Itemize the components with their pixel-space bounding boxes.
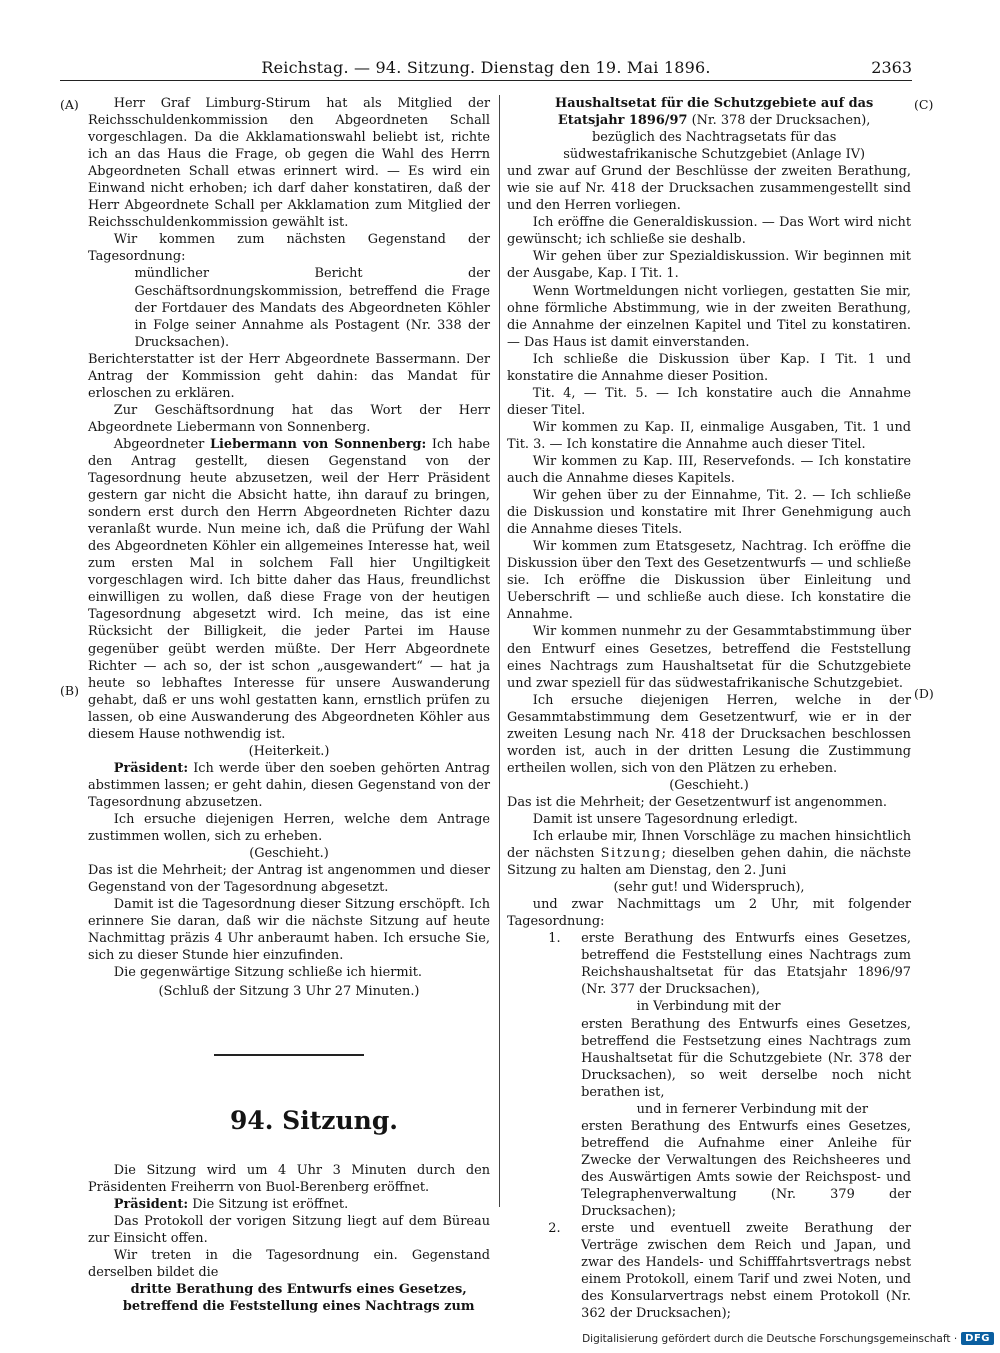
margin-marker-b: (B) xyxy=(60,683,79,698)
digitization-credit xyxy=(582,1332,994,1345)
running-title: Reichstag. — 94. Sitzung. Dienstag den 19. Mai 1896. xyxy=(261,58,711,77)
speech-text: Ich habe den Antrag gestellt, diesen Gegenstand von der Tagesordnung heute abzusetzen, weil der Herr Präsident gestern gar nicht die Absicht hatte, ihn darauf zu bringen, sondern erst durch den Herrn Abgeordneten Richter dazu veranlaßt wurde. Nun meine ich, daß die Prüfung der Wahl des Abgeordneten Köhler ein allgemeines Interesse hat, weil zum ersten Mal in solchem Fall hier Ungiltigkeit vorgeschlagen wird. Ich bitte daher das Haus, freundlichst einwilligen zu wollen, daß diese Frage von der heutigen Tagesordnung abgesetzt wird. Ich meine, das ist eine Rücksicht der Billigkeit, die jeder Partei im Hause gegenüber geübt werden müßte. Der Herr Abgeordnete Richter — ach so, der ist schon „ausgewandert“ — hat ja heute so lebhaftes Interesse für unsere Auswanderung gehabt, daß er uns wohl gestatten kann, ernstlich prüfen zu lassen, ob eine Auswanderung des Abgeordneten Köhler aus diesem Hause nothwendig ist. xyxy=(88,436,490,742)
stage-direction: (Geschieht.) xyxy=(249,846,329,862)
paragraph: Wir kommen zu Kap. III, Reservefonds. — Ich konstatire auch die Annahme dieses Kapitels. xyxy=(507,453,911,487)
paragraph: Berichterstatter ist der Herr Abgeordnete Bassermann. Der Antrag der Kommission geht dahin: das Mandat für erloschen zu erklären. xyxy=(88,351,490,401)
item-connector: und in fernerer Verbindung mit der xyxy=(636,1101,869,1117)
speech-paragraph xyxy=(88,760,490,811)
speech-text: Die Sitzung ist eröffnet. xyxy=(192,1197,349,1213)
margin-marker-a: (A) xyxy=(60,97,79,112)
margin-marker-d: (D) xyxy=(914,686,934,701)
item-number: 1. xyxy=(548,931,561,947)
page-number: 2363 xyxy=(871,58,912,77)
paragraph: Ich ersuche diejenigen Herren, welche dem Antrage zustimmen wollen, sich zu erheben. xyxy=(88,811,490,845)
paragraph: Wir kommen nunmehr zu der Gesammtabstimmung über den Entwurf eines Gesetzes, betreffend die Feststellung eines Nachtrags zum Haushaltsetat für die Schutzgebiete und zwar speziell für das südwestafrikanische Schutzgebiet. xyxy=(507,624,911,691)
margin-marker-c: (C) xyxy=(914,97,934,112)
paragraph: Wir gehen über zu der Einnahme, Tit. 2. — Ich schließe die Diskussion und konstatire mit Ihrer Genehmigung auch die Annahme dieses Titels. xyxy=(507,488,911,538)
paragraph: Wir treten in die Tagesordnung ein. Gegenstand derselben bildet die xyxy=(88,1248,490,1281)
speaker-name: Präsident: xyxy=(113,1197,189,1213)
section-heading: 94. Sitzung. xyxy=(229,1106,399,1136)
paragraph: Tit. 4, — Tit. 5. — Ich konstatire auch die Annahme dieser Titel. xyxy=(507,385,911,418)
paragraph: Ich ersuche diejenigen Herren, welche in der Gesammtabstimmung dem Gesetzentwurf, wie er in der zweiten Lesung nach Nr. 418 der Drucksachen beschlossen worden ist, auch in der dritten Lesung die Zustimmung ertheilen wollen, sich von den Plätzen zu erheben. xyxy=(507,692,911,776)
text-run: Ich erlaube mir, Ihnen Vorschläge zu machen hinsichtlich der nächsten xyxy=(507,829,911,862)
text-run: ; dieselben gehen dahin, die nächste Sitzung zu halten am Dienstag, den 2. Juni xyxy=(507,846,911,879)
speech-paragraph xyxy=(88,436,490,743)
paragraph: und zwar Nachmittags um 2 Uhr, mit folgender Tagesordnung: xyxy=(507,897,911,930)
paragraph: und zwar auf Grund der Beschlüsse der zweiten Berathung, wie sie auf Nr. 418 der Drucksachen zusammengestellt sind und den Herren vorliegen. xyxy=(507,164,911,214)
paragraph: Damit ist unsere Tagesordnung erledigt. xyxy=(532,811,798,827)
session-close-note: (Schluß der Sitzung 3 Uhr 27 Minuten.) xyxy=(158,984,420,1000)
page-header xyxy=(60,58,912,81)
paragraph: Wir kommen zu Kap. II, einmalige Ausgaben, Tit. 1 und Tit. 3. — Ich konstatire die Annahme auch dieser Titel. xyxy=(507,419,911,452)
paragraph: Wir kommen zum Etatsgesetz, Nachtrag. Ich eröffne die Diskussion über den Text des Gesetzentwurfs — und schließe sie. Ich eröffne die Diskussion über Einleitung und Ueberschrift — und schließe auch diese. Ich konstatire die Annahme. xyxy=(507,539,911,623)
speaker-lead: Abgeordneter xyxy=(113,436,205,452)
agenda-item-text: (Nr. 378 der Drucksachen), bezüglich des Nachtragsetats für das südwestafrikanische Schutzgebiet (Anlage IV) xyxy=(563,113,871,163)
speech-paragraph xyxy=(88,1196,490,1213)
paragraph: Ich eröffne die Generaldiskussion. — Das Wort wird nicht gewünscht; ich schließe sie deshalb. xyxy=(507,215,911,248)
paragraph: Wenn Wortmeldungen nicht vorliegen, gestatten Sie mir, ohne förmliche Abstimmung, wie in der zweiten Berathung, die Annahme der einzelnen Kapitel und Titel zu konstatiren. — Das Haus ist damit einverstanden. xyxy=(507,283,911,350)
dfg-logo: DFG xyxy=(961,1332,994,1345)
item-text: erste und eventuell zweite Berathung der Verträge zwischen dem Reich und Japan, und zwar des Handels- und Schifffahrtsvertrags nebst einem Protokoll, einem Tarif und zwei Noten, und des Konsularvertrags nebst einem Protokoll (Nr. 362 der Drucksachen); xyxy=(581,1221,911,1322)
paragraph: Wir kommen zum nächsten Gegenstand der Tagesordnung: xyxy=(88,232,490,265)
credit-text: Digitalisierung gefördert durch die Deutsche Forschungsgemeinschaft · xyxy=(582,1332,958,1345)
speaker-name: Präsident: xyxy=(113,760,189,776)
speech-text: Ich werde über den soeben gehörten Antrag abstimmen lassen; er geht dahin, diesen Gegenstand von der Tagesordnung abzusetzen. xyxy=(88,760,490,810)
paragraph: Die Sitzung wird um 4 Uhr 3 Minuten durch den Präsidenten Freiherrn von Buol-Berenberg eröffnet. xyxy=(88,1163,490,1196)
item-text: erste Berathung des Entwurfs eines Gesetzes, betreffend die Feststellung eines Nachtrags zum Reichshaushaltsetat für das Etatsjahr 1896/97 (Nr. 377 der Drucksachen), xyxy=(581,931,911,998)
speaker-name: Liebermann von Sonnenberg: xyxy=(209,436,427,452)
agenda-item-title: dritte Berathung des Entwurfs eines Gesetzes, betreffend die Feststellung eines Nachtrags zum xyxy=(122,1282,475,1315)
item-text: ersten Berathung des Entwurfs eines Gesetzes, betreffend die Festsetzung eines Nachtrags zum Haushaltsetat für die Schutzgebiete (Nr. 378 der Drucksachen), so weit derselbe noch nicht berathen ist, xyxy=(581,1016,911,1100)
left-column xyxy=(88,95,490,1316)
right-column xyxy=(507,95,911,1322)
paragraph: Die gegenwärtige Sitzung schließe ich hiermit. xyxy=(113,965,423,981)
agenda-item-bold: Haushaltsetat für die Schutzgebiete auf das Etatsjahr 1896/97 xyxy=(555,96,874,129)
paragraph: Das ist die Mehrheit; der Gesetzentwurf ist angenommen. xyxy=(507,794,887,810)
item-text: ersten Berathung des Entwurfs eines Gesetzes, betreffend die Aufnahme einer Anleihe für Zwecke der Verwaltungen des Reichsheeres und des Auswärtigen Amts sowie der Reichspost- und Telegraphenverwaltung (Nr. 379 der Drucksachen); xyxy=(581,1118,911,1220)
column-divider xyxy=(499,95,500,1207)
item-number: 2. xyxy=(548,1221,561,1237)
emphasized-word: Sitzung xyxy=(600,846,662,862)
stage-direction: (Heiterkeit.) xyxy=(248,743,330,759)
agenda-list-item xyxy=(548,930,911,1220)
agenda-item-title-continued xyxy=(507,95,911,163)
paragraph: Zur Geschäftsordnung hat das Wort der Herr Abgeordnete Liebermann von Sonnenberg. xyxy=(88,402,490,435)
paragraph: Das ist die Mehrheit; der Antrag ist angenommen und dieser Gegenstand von der Tagesordnung abgesetzt. xyxy=(88,863,490,896)
item-connector: in Verbindung mit der xyxy=(636,999,781,1015)
agenda-list-item xyxy=(548,1220,911,1322)
paragraph: Damit ist die Tagesordnung dieser Sitzung erschöpft. Ich erinnere Sie daran, daß wir die nächste Sitzung auf heute Nachmittag präzis 4 Uhr anberaumt haben. Ich ersuche Sie, sich zu dieser Stunde hier einzufinden. xyxy=(88,897,490,964)
paragraph: Ich schließe die Diskussion über Kap. I Tit. 1 und konstatire die Annahme dieser Position. xyxy=(507,351,911,384)
agenda-item-block: mündlicher Bericht der Geschäftsordnungskommission, betreffend die Frage der Fortdauer des Mandats des Abgeordneten Köhler in Folge seiner Annahme als Postagent (Nr. 338 der Drucksachen). xyxy=(134,266,490,350)
agenda-list xyxy=(507,930,911,1322)
paragraph: Herr Graf Limburg-Stirum hat als Mitglied der Reichsschuldenkommission den Abgeordneten Schall vorgeschlagen. Da die Akklamationswahl beliebt ist, richte ich an das Haus die Frage, ob gegen die Wahl des Herrn Abgeordneten Schall etwas erinnert wird. — Es wird ein Einwand nicht erhoben; ich darf daher konstatiren, daß der Herr Abgeordnete Schall per Akklamation zum Mitglied der Reichsschuldenkommission gewählt ist. xyxy=(88,96,490,231)
paragraph: Das Protokoll der vorigen Sitzung liegt auf dem Büreau zur Einsicht offen. xyxy=(88,1214,490,1247)
paragraph xyxy=(507,828,911,879)
stage-direction: (sehr gut! und Widerspruch), xyxy=(613,880,805,896)
stage-direction: (Geschieht.) xyxy=(669,777,749,793)
paragraph: Wir gehen über zur Spezialdiskussion. Wir beginnen mit der Ausgabe, Kap. I Tit. 1. xyxy=(507,249,911,282)
